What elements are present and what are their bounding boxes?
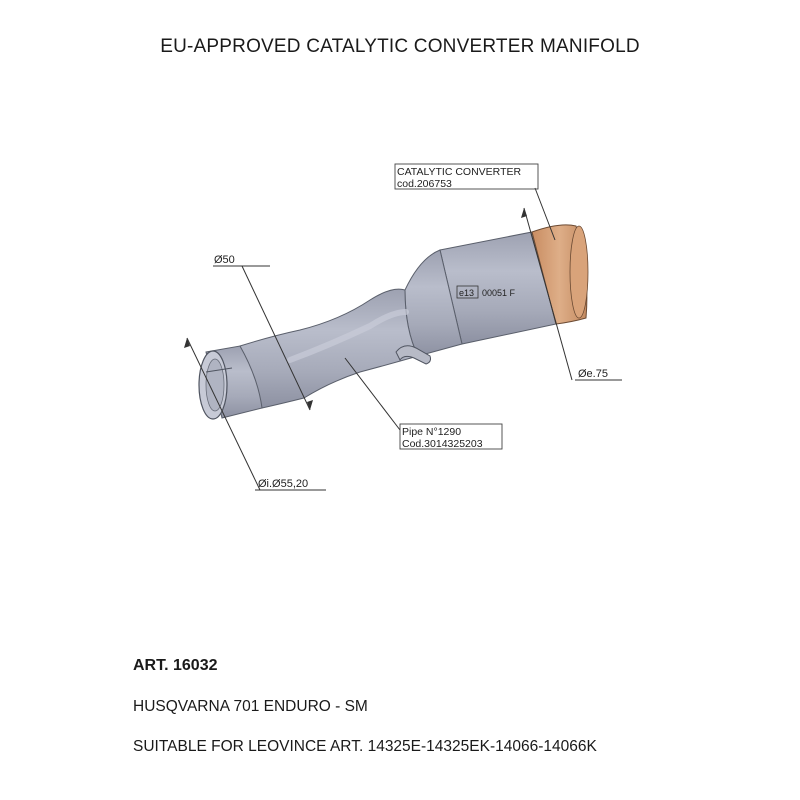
compatibility-note: SUITABLE FOR LEOVINCE ART. 14325E-14325EK-14066-14066K: [133, 738, 597, 755]
converter-name: CATALYTIC CONVERTER: [397, 166, 522, 178]
page-title: EU-APPROVED CATALYTIC CONVERTER MANIFOLD: [160, 36, 640, 57]
pipe-name: Pipe N°1290: [402, 426, 462, 438]
converter-code: cod.206753: [397, 178, 452, 190]
article-number: ART. 16032: [133, 657, 218, 674]
outlet-flange-rim: [570, 226, 588, 318]
diam-inner-label: Øi.Ø55,20: [258, 478, 309, 490]
stamp-mark: e13: [459, 288, 475, 298]
inlet-opening-inner: [206, 359, 224, 411]
diam-inlet-label: Ø50: [214, 254, 235, 266]
vehicle-model: HUSQVARNA 701 ENDURO - SM: [133, 698, 368, 715]
bent-pipe: [240, 289, 418, 408]
pipe-code: Cod.3014325203: [402, 438, 483, 450]
diam-outlet-label: Øe.75: [578, 368, 608, 380]
stamp-code: 00051 F: [482, 288, 516, 298]
